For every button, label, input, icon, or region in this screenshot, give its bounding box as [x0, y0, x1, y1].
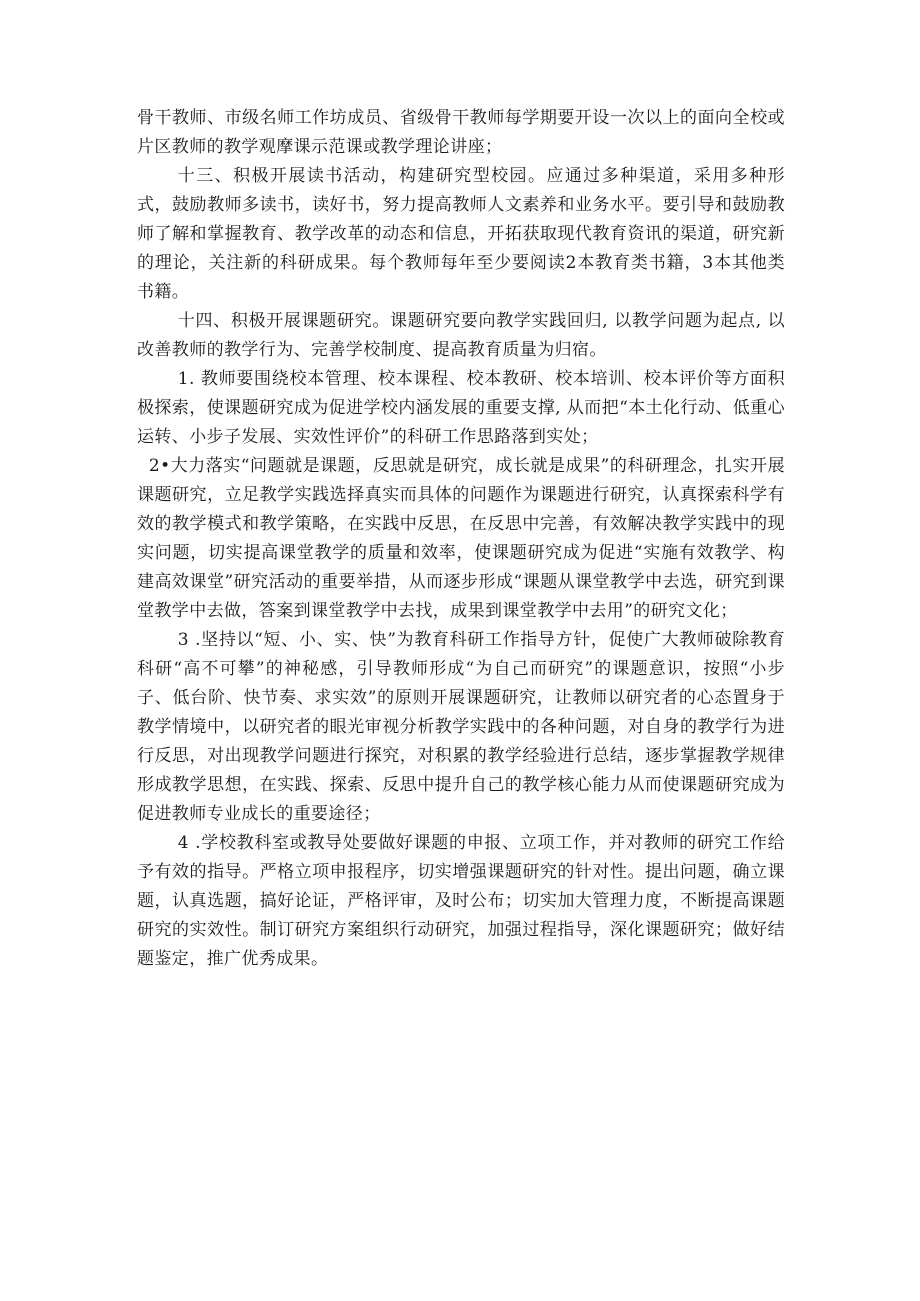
paragraph-item-2: 2•大力落实“问题就是课题，反思就是研究，成长就是成果”的科研理念，扎实开展课题研究，立足教学实践选择真实而具体的问题作为课题进行研究，认真探索科学有效的教学模式和教学策略，在实践中反思，在反思中完善，有效解决教学实践中的现实问题，切实提高课堂教学的质量和效率，使课题研究成为促进“实施有效教学、构建高效课堂”研究活动的重要举措，从而逐步形成“课题从课堂教学中去选，研究到课堂教学中去做，答案到课堂教学中去找，成果到课堂教学中去用”的研究文化；	[137, 456, 785, 621]
paragraph-item-1: 1. 教师要围绕校本管理、校本课程、校本教研、校本培训、校本评价等方面积极探索，使课题研究成为促进学校内涵发展的重要支撑, 从而把“本土化行动、低重心运转、小步子发展、实效性评价”的科研工作思路落到实处；	[137, 369, 785, 447]
paragraph-section-14: 十四、积极开展课题研究。课题研究要向教学实践回归, 以教学问题为起点, 以改善教师的教学行为、完善学校制度、提高教育质量为归宿。	[137, 311, 785, 360]
document-body	[137, 104, 785, 974]
paragraph-section-13: 十三、积极开展读书活动，构建研究型校园。应通过多种渠道，采用多种形式，鼓励教师多读书，读好书，努力提高教师人文素养和业务水平。要引导和鼓励教师了解和掌握教育、教学改革的动态和信息，开拓获取现代教育资讯的渠道，研究新的理论，关注新的科研成果。每个教师每年至少要阅读2本教育类书籍，3本其他类书籍。	[137, 166, 785, 302]
paragraph-item-3: 3 .坚持以“短、小、实、快”为教育科研工作指导方针，促使广大教师破除教育科研“高不可攀”的神秘感，引导教师形成“为自己而研究”的课题意识，按照“小步子、低台阶、快节奏、求实效”的原则开展课题研究，让教师以研究者的心态置身于教学情境中，以研究者的眼光审视分析教学实践中的各种问题，对自身的教学行为进行反思，对出现教学问题进行探究，对积累的教学经验进行总结，逐步掌握教学规律形成教学思想，在实践、探索、反思中提升自己的教学核心能力从而使课题研究成为促进教师专业成长的重要途径；	[137, 630, 785, 824]
paragraph-continuation: 骨干教师、市级名师工作坊成员、省级骨干教师每学期要开设一次以上的面向全校或片区教师的教学观摩课示范课或教学理论讲座；	[137, 108, 785, 157]
paragraph-item-4: 4 .学校教科室或教导处要做好课题的申报、立项工作，并对教师的研究工作给予有效的指导。严格立项申报程序，切实增强课题研究的针对性。提出问题，确立课题，认真选题，搞好论证，严格评审，及时公布；切实加大管理力度，不断提高课题研究的实效性。制订研究方案组织行动研究，加强过程指导，深化课题研究；做好结题鉴定，推广优秀成果。	[137, 833, 785, 969]
